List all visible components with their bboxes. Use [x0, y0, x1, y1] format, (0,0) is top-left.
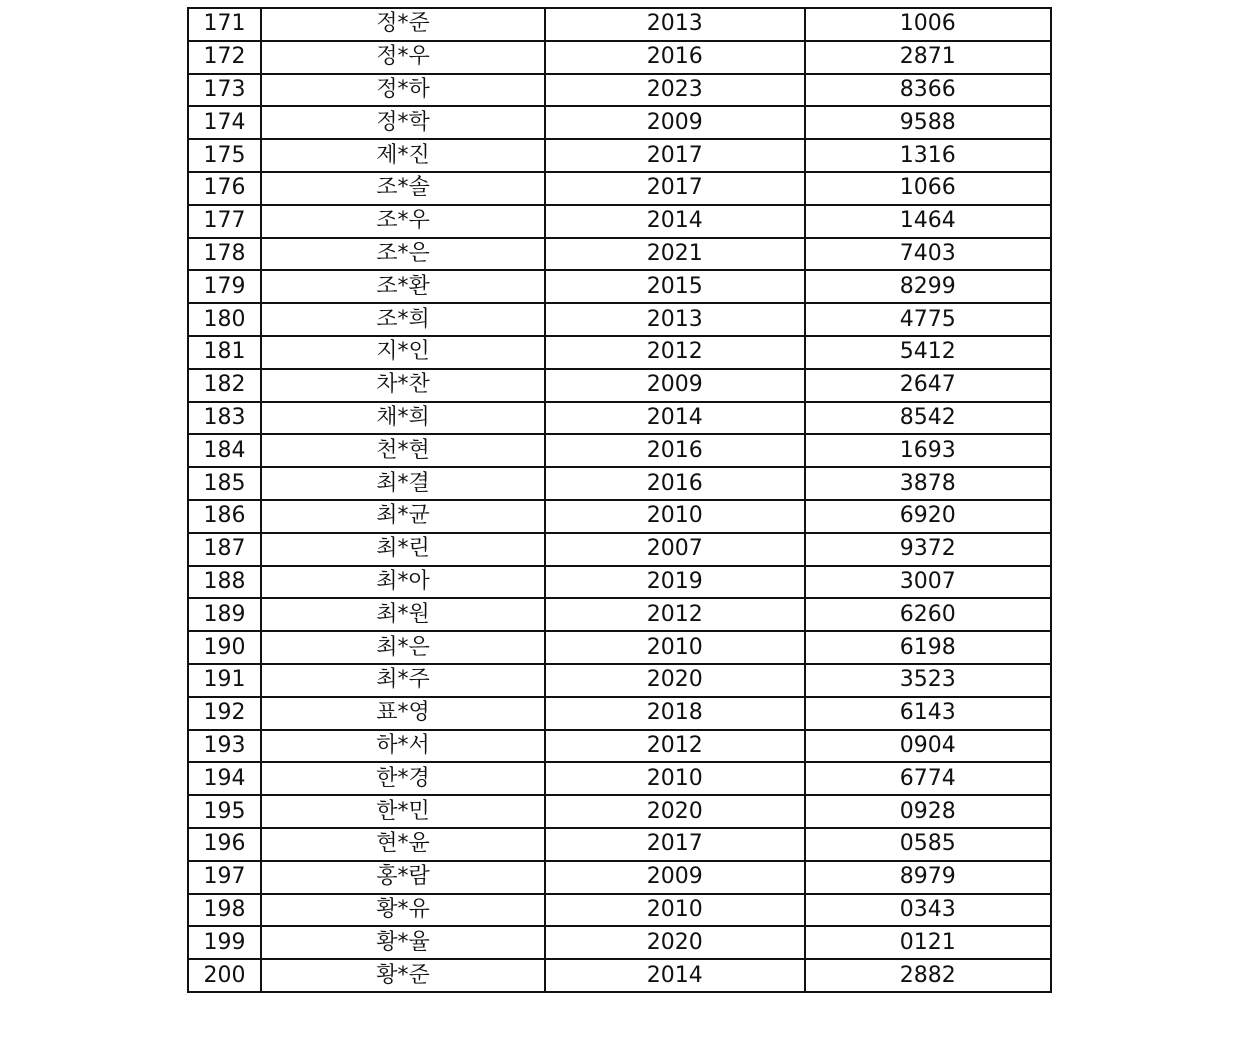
- row-number-cell: 197: [188, 861, 261, 894]
- table-row: [188, 270, 1051, 303]
- row-number-cell: 193: [188, 730, 261, 763]
- name-cell: 정*학: [261, 106, 545, 139]
- year-cell: 2017: [545, 828, 805, 861]
- name-cell: 정*하: [261, 74, 545, 107]
- year-cell: 2017: [545, 172, 805, 205]
- code-cell: 2882: [805, 959, 1051, 992]
- row-number-cell: 184: [188, 434, 261, 467]
- table-row: [188, 598, 1051, 631]
- name-cell: 최*결: [261, 467, 545, 500]
- table-row: [188, 238, 1051, 271]
- table-row: [188, 697, 1051, 730]
- year-cell: 2016: [545, 434, 805, 467]
- code-cell: 2871: [805, 41, 1051, 74]
- year-cell: 2014: [545, 959, 805, 992]
- year-cell: 2020: [545, 664, 805, 697]
- table-row: [188, 533, 1051, 566]
- table-row: [188, 926, 1051, 959]
- row-number-cell: 192: [188, 697, 261, 730]
- row-number-cell: 186: [188, 500, 261, 533]
- table-row: [188, 467, 1051, 500]
- code-cell: 1006: [805, 8, 1051, 41]
- code-cell: 1693: [805, 434, 1051, 467]
- row-number-cell: 183: [188, 402, 261, 435]
- code-cell: 1316: [805, 139, 1051, 172]
- year-cell: 2009: [545, 106, 805, 139]
- table-row: [188, 894, 1051, 927]
- name-cell: 조*은: [261, 238, 545, 271]
- table-row: [188, 369, 1051, 402]
- code-cell: 3007: [805, 566, 1051, 599]
- row-number-cell: 179: [188, 270, 261, 303]
- code-cell: 9372: [805, 533, 1051, 566]
- code-cell: 8366: [805, 74, 1051, 107]
- year-cell: 2010: [545, 631, 805, 664]
- year-cell: 2012: [545, 598, 805, 631]
- name-cell: 차*찬: [261, 369, 545, 402]
- records-table-body: [188, 8, 1051, 992]
- table-row: [188, 139, 1051, 172]
- code-cell: 9588: [805, 106, 1051, 139]
- code-cell: 6143: [805, 697, 1051, 730]
- code-cell: 6198: [805, 631, 1051, 664]
- name-cell: 지*인: [261, 336, 545, 369]
- row-number-cell: 173: [188, 74, 261, 107]
- name-cell: 채*희: [261, 402, 545, 435]
- code-cell: 0585: [805, 828, 1051, 861]
- table-row: [188, 500, 1051, 533]
- table-row: [188, 861, 1051, 894]
- code-cell: 6260: [805, 598, 1051, 631]
- name-cell: 조*희: [261, 303, 545, 336]
- row-number-cell: 172: [188, 41, 261, 74]
- name-cell: 최*아: [261, 566, 545, 599]
- row-number-cell: 190: [188, 631, 261, 664]
- row-number-cell: 198: [188, 894, 261, 927]
- code-cell: 2647: [805, 369, 1051, 402]
- name-cell: 하*서: [261, 730, 545, 763]
- table-row: [188, 172, 1051, 205]
- table-row: [188, 434, 1051, 467]
- row-number-cell: 194: [188, 762, 261, 795]
- code-cell: 0928: [805, 795, 1051, 828]
- year-cell: 2014: [545, 402, 805, 435]
- row-number-cell: 195: [188, 795, 261, 828]
- records-table: [187, 7, 1052, 993]
- code-cell: 8979: [805, 861, 1051, 894]
- table-row: [188, 106, 1051, 139]
- code-cell: 4775: [805, 303, 1051, 336]
- table-row: [188, 631, 1051, 664]
- row-number-cell: 177: [188, 205, 261, 238]
- name-cell: 최*린: [261, 533, 545, 566]
- row-number-cell: 185: [188, 467, 261, 500]
- row-number-cell: 174: [188, 106, 261, 139]
- row-number-cell: 175: [188, 139, 261, 172]
- code-cell: 8542: [805, 402, 1051, 435]
- year-cell: 2015: [545, 270, 805, 303]
- row-number-cell: 176: [188, 172, 261, 205]
- name-cell: 최*주: [261, 664, 545, 697]
- table-row: [188, 762, 1051, 795]
- table-row: [188, 336, 1051, 369]
- table-row: [188, 730, 1051, 763]
- year-cell: 2013: [545, 8, 805, 41]
- row-number-cell: 188: [188, 566, 261, 599]
- code-cell: 3523: [805, 664, 1051, 697]
- row-number-cell: 189: [188, 598, 261, 631]
- name-cell: 최*균: [261, 500, 545, 533]
- year-cell: 2013: [545, 303, 805, 336]
- year-cell: 2009: [545, 369, 805, 402]
- name-cell: 최*은: [261, 631, 545, 664]
- code-cell: 1066: [805, 172, 1051, 205]
- row-number-cell: 182: [188, 369, 261, 402]
- row-number-cell: 196: [188, 828, 261, 861]
- year-cell: 2010: [545, 894, 805, 927]
- year-cell: 2016: [545, 41, 805, 74]
- table-row: [188, 566, 1051, 599]
- name-cell: 표*영: [261, 697, 545, 730]
- table-row: [188, 303, 1051, 336]
- name-cell: 황*준: [261, 959, 545, 992]
- table-row: [188, 959, 1051, 992]
- table-row: [188, 795, 1051, 828]
- name-cell: 천*현: [261, 434, 545, 467]
- name-cell: 정*준: [261, 8, 545, 41]
- name-cell: 현*윤: [261, 828, 545, 861]
- row-number-cell: 199: [188, 926, 261, 959]
- year-cell: 2020: [545, 926, 805, 959]
- row-number-cell: 180: [188, 303, 261, 336]
- name-cell: 한*경: [261, 762, 545, 795]
- name-cell: 정*우: [261, 41, 545, 74]
- code-cell: 8299: [805, 270, 1051, 303]
- name-cell: 한*민: [261, 795, 545, 828]
- year-cell: 2020: [545, 795, 805, 828]
- year-cell: 2012: [545, 730, 805, 763]
- code-cell: 5412: [805, 336, 1051, 369]
- row-number-cell: 191: [188, 664, 261, 697]
- year-cell: 2017: [545, 139, 805, 172]
- row-number-cell: 178: [188, 238, 261, 271]
- name-cell: 홍*람: [261, 861, 545, 894]
- year-cell: 2014: [545, 205, 805, 238]
- year-cell: 2016: [545, 467, 805, 500]
- year-cell: 2009: [545, 861, 805, 894]
- row-number-cell: 200: [188, 959, 261, 992]
- name-cell: 조*우: [261, 205, 545, 238]
- name-cell: 조*환: [261, 270, 545, 303]
- table-row: [188, 828, 1051, 861]
- year-cell: 2010: [545, 500, 805, 533]
- table-row: [188, 205, 1051, 238]
- table-row: [188, 402, 1051, 435]
- year-cell: 2012: [545, 336, 805, 369]
- code-cell: 0121: [805, 926, 1051, 959]
- code-cell: 3878: [805, 467, 1051, 500]
- code-cell: 0343: [805, 894, 1051, 927]
- year-cell: 2018: [545, 697, 805, 730]
- name-cell: 최*원: [261, 598, 545, 631]
- row-number-cell: 187: [188, 533, 261, 566]
- year-cell: 2019: [545, 566, 805, 599]
- code-cell: 0904: [805, 730, 1051, 763]
- row-number-cell: 171: [188, 8, 261, 41]
- table-row: [188, 74, 1051, 107]
- code-cell: 6774: [805, 762, 1051, 795]
- code-cell: 7403: [805, 238, 1051, 271]
- year-cell: 2007: [545, 533, 805, 566]
- year-cell: 2010: [545, 762, 805, 795]
- code-cell: 1464: [805, 205, 1051, 238]
- table-row: [188, 8, 1051, 41]
- table-row: [188, 41, 1051, 74]
- table-row: [188, 664, 1051, 697]
- code-cell: 6920: [805, 500, 1051, 533]
- year-cell: 2023: [545, 74, 805, 107]
- name-cell: 황*율: [261, 926, 545, 959]
- row-number-cell: 181: [188, 336, 261, 369]
- year-cell: 2021: [545, 238, 805, 271]
- name-cell: 제*진: [261, 139, 545, 172]
- name-cell: 황*유: [261, 894, 545, 927]
- name-cell: 조*솔: [261, 172, 545, 205]
